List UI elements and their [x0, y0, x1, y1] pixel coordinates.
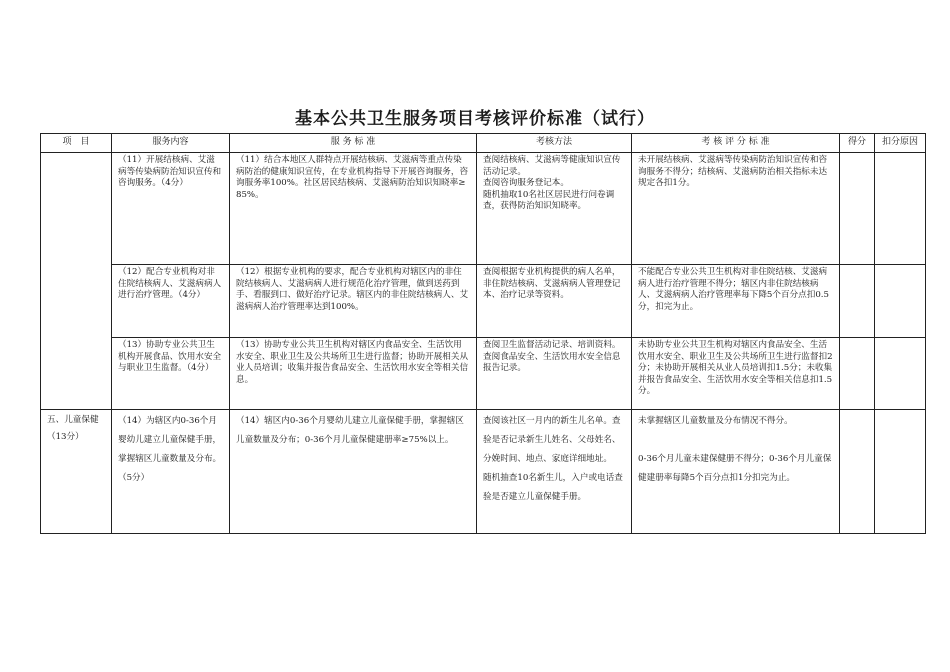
method-cell: 查阅根据专业机构提供的病人名单，非住院结核病、艾滋病病人管理登记本、治疗记录等资料。: [477, 265, 632, 338]
score-cell: [840, 410, 875, 534]
header-content: 服务内容: [112, 134, 230, 153]
score-cell: [840, 153, 875, 265]
header-project: 项 目: [41, 134, 112, 153]
page-title: 基本公共卫生服务项目考核评价标准（试行）: [295, 109, 655, 129]
method-cell: 查阅卫生监督活动记录、培训资料。 查阅食品安全、生活饮用水安全信息报告记录。: [477, 338, 632, 410]
scoring-cell: 未掌握辖区儿童数量及分布情况不得分。 0-36个月儿童未建保健册不得分；0-36个月儿童保健建册率每降5个百分点扣1分扣完为止。: [632, 410, 840, 534]
header-standard: 服 务 标 准: [230, 134, 477, 153]
standard-cell: （14）辖区内0-36个月婴幼儿建立儿童保健手册，掌握辖区儿童数量及分布；0-36个月儿童保健建册率≥75%以上。: [230, 410, 477, 534]
standard-cell: （12）根据专业机构的要求，配合专业机构对辖区内的非住院结核病人、艾滋病病人进行规范化治疗管理，做到送药到手、看服到口、做好治疗记录。辖区内的非住院结核病人、艾滋病病人治疗管理率达到100%。: [230, 265, 477, 338]
method-cell: 查阅该社区一月内的新生儿名单。查验是否记录新生儿姓名、父母姓名、分娩时间、地点、家庭详细地址。 随机抽查10名新生儿，入户或电话查验是否建立儿童保健手册。: [477, 410, 632, 534]
evaluation-table: [40, 133, 926, 534]
table-row: [41, 265, 926, 338]
table-row: [41, 338, 926, 410]
content-cell: （14）为辖区内0-36个月婴幼儿建立儿童保健手册，掌握辖区儿童数量及分布。（5分）: [112, 410, 230, 534]
reason-cell: [875, 338, 926, 410]
score-cell: [840, 265, 875, 338]
header-row: [41, 134, 926, 153]
standard-cell: （11）结合本地区人群特点开展结核病、艾滋病等重点传染病防治的健康知识宣传，在专业机构指导下开展咨询服务，咨询服务率100%。社区居民结核病、艾滋病防治知识知晓率≥85%。: [230, 153, 477, 265]
scoring-cell: 未协助专业公共卫生机构对辖区内食品安全、生活饮用水安全、职业卫生及公共场所卫生进行监督扣2分；未协助开展相关从业人员培训扣1.5分；未收集并报告食品安全、生活饮用水安全等相关信息扣1.5分。: [632, 338, 840, 410]
scoring-cell: 不能配合专业公共卫生机构对非住院结核、艾滋病病人进行治疗管理不得分；辖区内非住院结核病人、艾滋病病人治疗管理率每下降5个百分点扣0.5分，扣完为止。: [632, 265, 840, 338]
scoring-cell: 未开展结核病、艾滋病等传染病防治知识宣传和咨询服务不得分；结核病、艾滋病防治相关指标未达规定各扣1分。: [632, 153, 840, 265]
reason-cell: [875, 265, 926, 338]
standard-cell: （13）协助专业公共卫生机构对辖区内食品安全、生活饮用水安全、职业卫生及公共场所卫生进行监督；协助开展相关从业人员培训；收集并报告食品安全、生活饮用水安全等相关信息。: [230, 338, 477, 410]
reason-cell: [875, 410, 926, 534]
project-cell: 五、儿童保健（13分）: [41, 410, 112, 534]
content-cell: （12）配合专业机构对非住院结核病人、艾滋病病人进行治疗管理。（4分）: [112, 265, 230, 338]
project-cell: [41, 153, 112, 410]
table-row: [41, 153, 926, 265]
content-cell: （13）协助专业公共卫生机构开展食品、饮用水安全与职业卫生监督。（4分）: [112, 338, 230, 410]
header-reason: 扣分原因: [875, 134, 926, 153]
header-scoring: 考 核 评 分 标 准: [632, 134, 840, 153]
content-cell: （11）开展结核病、艾滋病等传染病防治知识宣传和咨询服务。（4分）: [112, 153, 230, 265]
score-cell: [840, 338, 875, 410]
method-cell: 查阅结核病、艾滋病等健康知识宣传活动记录。 查阅咨询服务登记本。 随机抽取10名社区居民进行问卷调查，获得防治知识知晓率。: [477, 153, 632, 265]
reason-cell: [875, 153, 926, 265]
header-score: 得分: [840, 134, 875, 153]
table-row: [41, 410, 926, 534]
header-method: 考核方法: [477, 134, 632, 153]
